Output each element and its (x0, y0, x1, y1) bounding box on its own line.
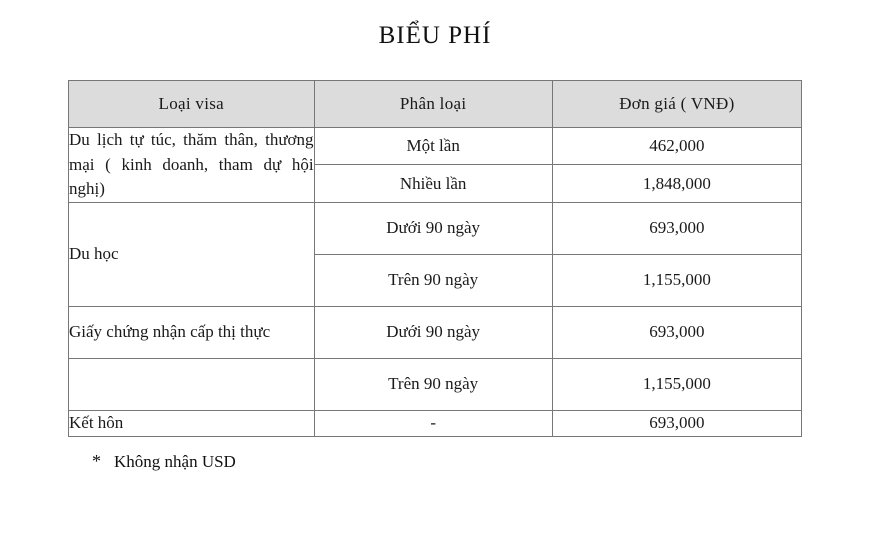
cell-price: 1,155,000 (552, 358, 801, 410)
footnote-text: Không nhận USD (114, 451, 236, 471)
cell-visa-type: Du lịch tự túc, thăm thân, thương mại ( kinh doanh, tham dự hội nghị) (69, 128, 315, 203)
cell-price: 693,000 (552, 202, 801, 254)
cell-visa-type: Kết hôn (69, 410, 315, 436)
footnote (92, 451, 870, 472)
table-row (69, 128, 802, 165)
cell-classification: - (314, 410, 552, 436)
table-header (69, 81, 802, 128)
cell-visa-type-empty (69, 358, 315, 410)
cell-price: 693,000 (552, 306, 801, 358)
cell-visa-type: Du học (69, 202, 315, 306)
fee-table (68, 80, 802, 437)
table-body (69, 128, 802, 437)
cell-classification: Trên 90 ngày (314, 358, 552, 410)
document-page (0, 22, 870, 557)
table-row (69, 410, 802, 436)
table-row (69, 358, 802, 410)
page-title: BIỂU PHÍ (378, 22, 492, 49)
fee-table-container (68, 80, 802, 437)
cell-classification: Dưới 90 ngày (314, 202, 552, 254)
cell-classification: Dưới 90 ngày (314, 306, 552, 358)
table-row (69, 306, 802, 358)
table-row (69, 202, 802, 254)
cell-visa-type: Giấy chứng nhận cấp thị thực (69, 306, 315, 358)
cell-price: 693,000 (552, 410, 801, 436)
cell-classification: Trên 90 ngày (314, 254, 552, 306)
column-header-unit-price: Đơn giá ( VNĐ) (552, 81, 801, 128)
cell-price: 1,848,000 (552, 165, 801, 202)
cell-price: 1,155,000 (552, 254, 801, 306)
cell-classification: Nhiều lần (314, 165, 552, 202)
cell-price: 462,000 (552, 128, 801, 165)
column-header-visa-type: Loại visa (69, 81, 315, 128)
table-header-row (69, 81, 802, 128)
cell-classification: Một lần (314, 128, 552, 165)
column-header-classification: Phân loại (314, 81, 552, 128)
asterisk-icon: * (92, 450, 101, 471)
